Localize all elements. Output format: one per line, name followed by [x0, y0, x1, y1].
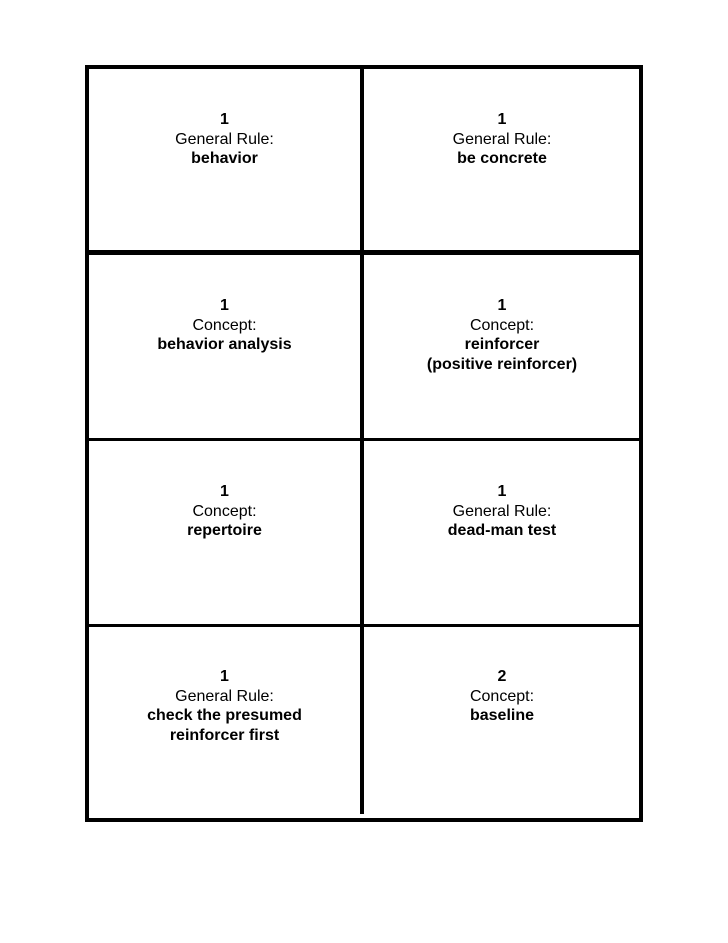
flashcard [364, 441, 640, 627]
card-term: reinforcer (positive reinforcer) [426, 336, 578, 373]
flashcard-sheet [85, 65, 643, 822]
flashcard [89, 255, 364, 441]
card-kind: Concept: [192, 502, 257, 520]
flashcard [364, 69, 640, 255]
flashcard [89, 441, 364, 627]
card-term: behavior analysis [157, 336, 292, 353]
flashcard [364, 627, 640, 814]
card-kind: General Rule: [175, 130, 274, 148]
card-number: 1 [220, 483, 229, 500]
card-kind: General Rule: [452, 502, 552, 520]
card-term: behavior [191, 150, 258, 167]
flashcard [364, 255, 640, 441]
card-number: 1 [220, 111, 229, 128]
card-number: 2 [497, 668, 507, 685]
flashcard [89, 627, 364, 814]
flashcard [89, 69, 364, 255]
card-kind: Concept: [469, 687, 535, 705]
card-kind: Concept: [192, 316, 257, 334]
card-kind: Concept: [469, 316, 535, 334]
card-number: 1 [220, 297, 229, 314]
card-number: 1 [220, 668, 229, 685]
card-term: check the presumed reinforcer first [147, 707, 302, 744]
card-term: be concrete [457, 150, 547, 167]
card-kind: General Rule: [452, 130, 552, 148]
card-term: repertoire [187, 522, 262, 539]
card-term: baseline [469, 707, 535, 724]
card-number: 1 [497, 111, 507, 128]
card-number: 1 [497, 297, 507, 314]
card-number: 1 [497, 483, 507, 500]
card-term: dead-man test [447, 522, 557, 539]
card-kind: General Rule: [175, 687, 274, 705]
